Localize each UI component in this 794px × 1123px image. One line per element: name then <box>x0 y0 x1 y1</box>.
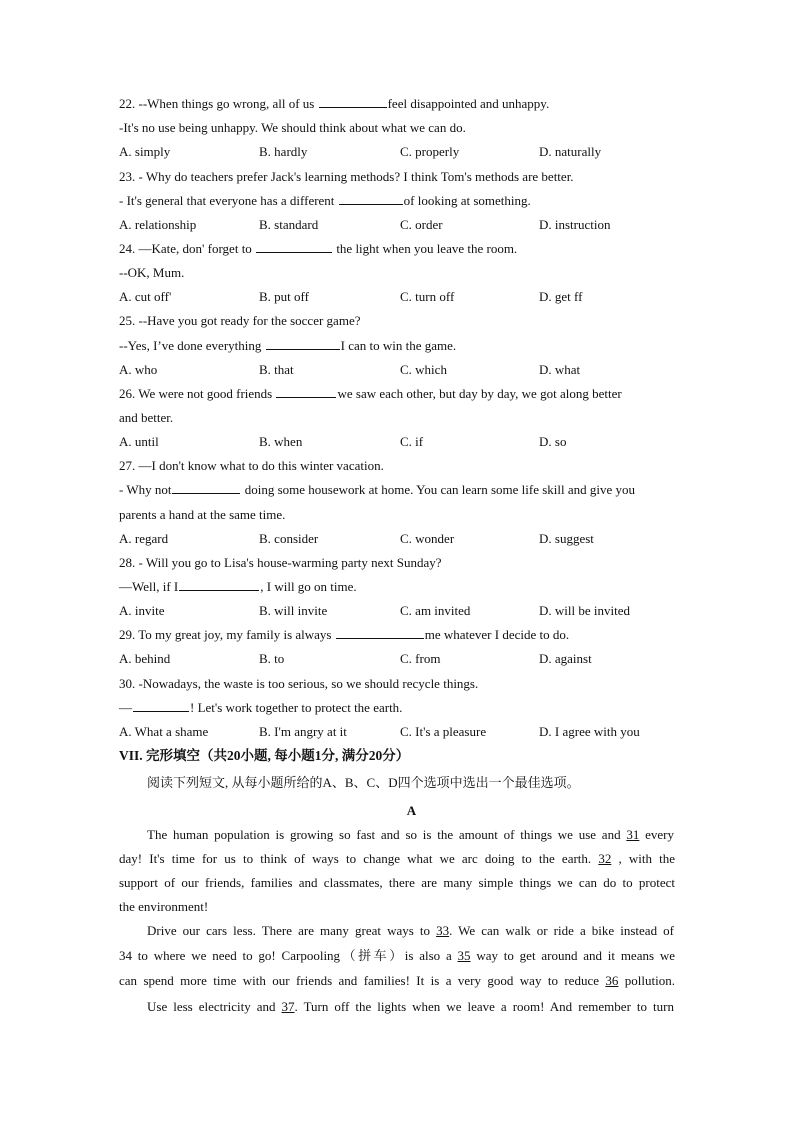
q29-stem-part: me whatever I decide to do. <box>424 627 570 642</box>
q24-option-d: D. get ff <box>539 289 583 304</box>
passage-text: every <box>639 827 674 842</box>
passage-text: pollution. <box>618 973 676 988</box>
q22-stem-part: feel disappointed and unhappy. <box>387 96 550 111</box>
q29-option-c: C. from <box>400 651 441 666</box>
q28-blank <box>179 578 259 591</box>
q23-stem: 23. - Why do teachers prefer Jack's learning methods? I think Tom's methods are better. <box>119 169 574 184</box>
q29-stem-part: 29. To my great joy, my family is always <box>119 627 335 642</box>
q26-option-a: A. until <box>119 434 159 449</box>
q22-option-b: B. hardly <box>259 144 308 159</box>
passage-text: . We can walk or ride a bike instead of <box>449 923 674 938</box>
q30-option-d: D. I agree with you <box>539 724 640 739</box>
q22-option-a: A. simply <box>119 144 171 159</box>
q26-option-b: B. when <box>259 434 303 449</box>
q28-option-a: A. invite <box>119 603 165 618</box>
passage-text: way to get around and it means we <box>470 948 675 963</box>
q26-stem-part: we saw each other, but day by day, we got along better <box>337 386 622 401</box>
blank-37: 37 <box>281 999 295 1014</box>
q29-stem <box>119 626 675 644</box>
q23-reply-part: - It's general that everyone has a different <box>119 193 338 208</box>
q24-option-a: A. cut off' <box>119 289 172 304</box>
q23-reply-part: of looking at something. <box>403 193 531 208</box>
section-instruction: 阅读下列短文, 从每小题所给的A、B、C、D四个选项中选出一个最佳选项。 <box>147 775 580 790</box>
q22-stem <box>119 95 675 113</box>
q24-option-c: C. turn off <box>400 289 455 304</box>
passage-p1-line4: the environment! <box>119 899 209 914</box>
q30-option-b: B. I'm angry at it <box>259 724 347 739</box>
q24-stem-part: 24. —Kate, don' forget to <box>119 241 256 256</box>
q28-reply-part: —Well, if I <box>119 579 179 594</box>
q27-option-d: D. suggest <box>539 531 594 546</box>
q28-option-c: C. am invited <box>400 603 471 618</box>
q28-reply-part: , I will go on time. <box>260 579 357 594</box>
passage-label: A <box>406 803 417 818</box>
q25-option-d: D. what <box>539 362 581 377</box>
q27-option-a: A. regard <box>119 531 169 546</box>
section-title: VII. 完形填空（共20小题, 每小题1分, 满分20分） <box>119 748 410 763</box>
q29-blank <box>336 626 424 639</box>
q27-reply-part: doing some housework at home. You can learn some life skill and give you <box>241 482 636 497</box>
q23-option-c: C. order <box>400 217 443 232</box>
q26-blank <box>276 385 336 398</box>
q25-stem: 25. --Have you got ready for the soccer game? <box>119 313 361 328</box>
blank-35: 35 <box>457 948 471 963</box>
passage-text: can spend more time with our friends and families! It is a very good way to reduce <box>119 973 606 988</box>
q27-blank <box>172 481 240 494</box>
q27-option-c: C. wonder <box>400 531 455 546</box>
q28-reply <box>119 578 675 596</box>
q28-option-b: B. will invite <box>259 603 328 618</box>
q24-blank <box>256 240 332 253</box>
passage-p3-line1 <box>147 998 674 1016</box>
q26-stem <box>119 385 675 403</box>
q23-option-b: B. standard <box>259 217 319 232</box>
q30-blank <box>133 699 189 712</box>
q25-reply-part: --Yes, I’ve done everything <box>119 338 265 353</box>
passage-p2-line3 <box>119 972 675 990</box>
q22-reply: -It's no use being unhappy. We should think about what we can do. <box>119 120 466 135</box>
q23-option-d: D. instruction <box>539 217 611 232</box>
q27-stem: 27. —I don't know what to do this winter vacation. <box>119 458 384 473</box>
passage-text: , with the <box>611 851 676 866</box>
q25-option-b: B. that <box>259 362 294 377</box>
q27-reply-cont: parents a hand at the same time. <box>119 507 286 522</box>
passage-p2-line1 <box>147 922 674 940</box>
passage-text: Drive our cars less. There are many great ways to <box>147 923 437 938</box>
q22-option-c: C. properly <box>400 144 460 159</box>
q22-option-d: D. naturally <box>539 144 602 159</box>
q30-reply <box>119 699 675 717</box>
q24-reply: --OK, Mum. <box>119 265 185 280</box>
passage-text: Use less electricity and <box>147 999 282 1014</box>
q23-reply <box>119 192 675 210</box>
q26-option-d: D. so <box>539 434 567 449</box>
blank-36: 36 <box>605 973 619 988</box>
q24-option-b: B. put off <box>259 289 309 304</box>
q27-reply-part: - Why not <box>119 482 172 497</box>
blank-31: 31 <box>626 827 640 842</box>
q26-stem-part: 26. We were not good friends <box>119 386 276 401</box>
passage-p2-line2 <box>119 947 675 965</box>
passage-text: 34 to where we need to go! Carpooling（拼车）is also a <box>119 948 458 963</box>
passage-text: . Turn off the lights when we leave a room! And remember to turn <box>294 999 674 1014</box>
q24-stem <box>119 240 675 258</box>
q29-option-d: D. against <box>539 651 592 666</box>
q30-reply-part: — <box>119 700 132 715</box>
q29-option-a: A. behind <box>119 651 171 666</box>
blank-32: 32 <box>598 851 612 866</box>
passage-p1-line1 <box>147 826 674 844</box>
q25-blank <box>266 337 340 350</box>
q30-stem: 30. -Nowadays, the waste is too serious, so we should recycle things. <box>119 676 479 691</box>
passage-p1-line2 <box>119 850 675 868</box>
passage-text: The human population is growing so fast and so is the amount of things we use and <box>147 827 627 842</box>
q30-option-c: C. It's a pleasure <box>400 724 487 739</box>
q25-option-c: C. which <box>400 362 447 377</box>
q24-stem-part: the light when you leave the room. <box>333 241 518 256</box>
q30-reply-part: ! Let's work together to protect the earth. <box>190 700 403 715</box>
passage-text: day! It's time for us to think of ways to change what we arc doing to the earth. <box>119 851 599 866</box>
q23-blank <box>339 192 403 205</box>
q25-option-a: A. who <box>119 362 158 377</box>
q22-blank <box>319 95 387 108</box>
q28-stem: 28. - Will you go to Lisa's house-warming party next Sunday? <box>119 555 442 570</box>
q29-option-b: B. to <box>259 651 285 666</box>
q25-reply-part: I can to win the game. <box>340 338 457 353</box>
q22-stem-part: 22. --When things go wrong, all of us <box>119 96 318 111</box>
q28-option-d: D. will be invited <box>539 603 630 618</box>
q26-stem-cont: and better. <box>119 410 174 425</box>
q23-option-a: A. relationship <box>119 217 197 232</box>
q27-option-b: B. consider <box>259 531 319 546</box>
q27-reply <box>119 481 675 499</box>
passage-p1-line3: support of our friends, families and classmates, there are many simple things we can do to protect <box>119 875 675 890</box>
q30-option-a: A. What a shame <box>119 724 209 739</box>
q25-reply <box>119 337 675 355</box>
q26-option-c: C. if <box>400 434 424 449</box>
blank-33: 33 <box>436 923 450 938</box>
